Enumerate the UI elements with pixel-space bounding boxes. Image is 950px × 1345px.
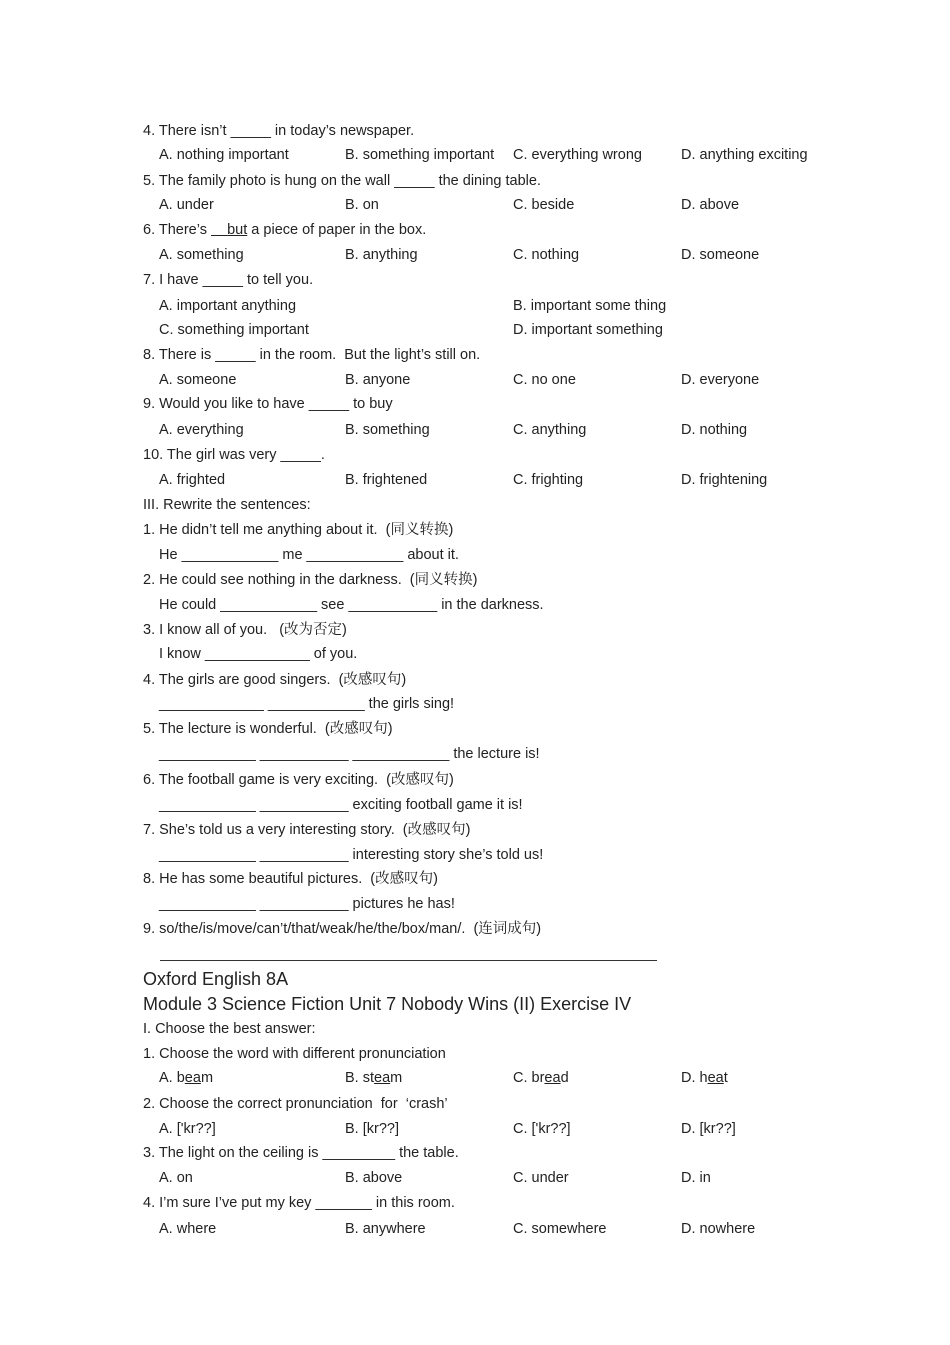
q5-option-b: B. on <box>345 197 379 213</box>
module-title: Oxford English 8A <box>143 969 289 989</box>
s2-q1-d-post: t <box>723 1070 728 1086</box>
q6-option-b: B. anything <box>345 247 418 263</box>
s2-q4-option-d: D. nowhere <box>681 1221 756 1237</box>
question-9-stem: 9. Would you like to have _____ to buy <box>143 396 393 412</box>
question-5-stem: 5. The family photo is hung on the wall _____ the dining table. <box>143 173 541 189</box>
q6-option-a: A. something <box>159 247 244 263</box>
rewrite-8-answer: ____________ ___________ pictures he has! <box>159 896 455 912</box>
s2-question-2-stem: 2. Choose the correct pronunciation for ‘crash’ <box>143 1096 448 1112</box>
q4-option-c: C. everything wrong <box>513 147 642 163</box>
s2-q3-option-c: C. under <box>513 1170 569 1186</box>
q10-option-d: D. frightening <box>681 472 768 488</box>
q8-option-b: B. anyone <box>345 372 411 388</box>
question-8-stem: 8. There is _____ in the room. But the light’s still on. <box>143 347 481 363</box>
q7-option-b: B. important some thing <box>513 298 667 314</box>
q5-option-d: D. above <box>681 197 740 213</box>
rewrite-9-question: 9. so/the/is/move/can’t/that/weak/he/the/box/man/. (连词成句) <box>143 921 542 937</box>
rewrite-1-question: 1. He didn’t tell me anything about it. (同义转换) <box>143 522 454 538</box>
q4-option-d: D. anything exciting <box>681 147 808 163</box>
s2-q1-c-post: d <box>560 1070 569 1086</box>
s2-q2-option-c: C. ['kr??] <box>513 1121 571 1137</box>
s2-q1-b-post: m <box>390 1070 403 1086</box>
rewrite-5-answer: ____________ ___________ ____________ the lecture is! <box>159 746 540 762</box>
q10-option-b: B. frightened <box>345 472 428 488</box>
s2-q1-b-underlined: ea <box>374 1070 391 1086</box>
q8-option-c: C. no one <box>513 372 576 388</box>
rewrite-3-answer: I know _____________ of you. <box>159 646 358 662</box>
q6-stem-end: a piece of paper in the box. <box>247 222 427 238</box>
question-7-stem: 7. I have _____ to tell you. <box>143 272 314 288</box>
module-subtitle: Module 3 Science Fiction Unit 7 Nobody Wins (II) Exercise IV <box>143 994 632 1014</box>
s2-q3-option-d: D. in <box>681 1170 711 1186</box>
s2-q1-option-a <box>159 1069 213 1087</box>
q6-option-d: D. someone <box>681 247 760 263</box>
q10-option-a: A. frighted <box>159 472 226 488</box>
q6-underlined-word: but <box>227 222 248 238</box>
s2-q4-option-a: A. where <box>159 1221 217 1237</box>
s2-q1-a-pre: A. b <box>159 1070 185 1086</box>
q5-option-c: C. beside <box>513 197 575 213</box>
q8-option-d: D. everyone <box>681 372 760 388</box>
rewrite-4-question: 4. The girls are good singers. (改感叹句) <box>143 672 407 688</box>
question-10-stem: 10. The girl was very _____. <box>143 447 325 463</box>
q4-option-b: B. something important <box>345 147 495 163</box>
q7-option-c: C. something important <box>159 322 309 338</box>
s2-q1-c-pre: C. br <box>513 1070 545 1086</box>
rewrite-9-answer-line <box>160 960 657 961</box>
s2-q2-option-a: A. ['kr??] <box>159 1121 216 1137</box>
s2-question-3-stem: 3. The light on the ceiling is _________ the table. <box>143 1145 459 1161</box>
s2-question-4-stem: 4. I’m sure I’ve put my key _______ in this room. <box>143 1195 455 1211</box>
q6-stem-start: 6. There’s <box>143 222 211 238</box>
s2-q1-b-pre: B. st <box>345 1070 375 1086</box>
q6-option-c: C. nothing <box>513 247 580 263</box>
question-6-stem <box>143 221 426 239</box>
q6-stem-underlined <box>211 222 247 238</box>
s2-q1-option-c <box>513 1069 569 1087</box>
rewrite-6-question: 6. The football game is very exciting. (改感叹句) <box>143 772 454 788</box>
s2-q3-option-a: A. on <box>159 1170 193 1186</box>
q9-option-a: A. everything <box>159 422 244 438</box>
s2-q1-option-b <box>345 1069 402 1087</box>
q10-option-c: C. frighting <box>513 472 584 488</box>
rewrite-5-question: 5. The lecture is wonderful. (改感叹句) <box>143 721 393 737</box>
rewrite-6-answer: ____________ ___________ exciting football game it is! <box>159 797 523 813</box>
q8-option-a: A. someone <box>159 372 237 388</box>
rewrite-2-question: 2. He could see nothing in the darkness. (同义转换) <box>143 572 478 588</box>
s2-q1-a-underlined: ea <box>184 1070 201 1086</box>
rewrite-7-question: 7. She’s told us a very interesting story. (改感叹句) <box>143 822 471 838</box>
s2-q1-a-post: m <box>200 1070 214 1086</box>
rewrite-4-answer: _____________ ____________ the girls sing! <box>159 696 455 712</box>
rewrite-7-answer: ____________ ___________ interesting story she’s told us! <box>159 847 544 863</box>
rewrite-8-question: 8. He has some beautiful pictures. (改感叹句) <box>143 871 438 887</box>
rewrite-2-answer: He could ____________ see ___________ in the darkness. <box>159 597 544 613</box>
s2-q4-option-c: C. somewhere <box>513 1221 607 1237</box>
s2-q3-option-b: B. above <box>345 1170 403 1186</box>
q4-option-a: A. nothing important <box>159 147 289 163</box>
s2-q4-option-b: B. anywhere <box>345 1221 426 1237</box>
s2-question-1-stem: 1. Choose the word with different pronunciation <box>143 1046 446 1062</box>
rewrite-heading: III. Rewrite the sentences: <box>143 497 311 513</box>
s2-q1-d-underlined: ea <box>707 1070 724 1086</box>
q7-option-d: D. important something <box>513 322 663 338</box>
rewrite-3-question: 3. I know all of you. (改为否定) <box>143 622 347 638</box>
s2-q1-c-underlined: ea <box>544 1070 561 1086</box>
s2-q2-option-d: D. [kr??] <box>681 1121 736 1137</box>
section-heading: I. Choose the best answer: <box>143 1021 316 1037</box>
s2-q1-option-d <box>681 1069 728 1087</box>
q9-option-b: B. something <box>345 422 430 438</box>
q7-option-a: A. important anything <box>159 298 297 314</box>
q5-option-a: A. under <box>159 197 214 213</box>
s2-q2-option-b: B. [kr??] <box>345 1121 399 1137</box>
q9-option-d: D. nothing <box>681 422 748 438</box>
rewrite-1-answer: He ____________ me ____________ about it. <box>159 547 459 563</box>
q9-option-c: C. anything <box>513 422 587 438</box>
question-4-stem: 4. There isn’t _____ in today’s newspaper. <box>143 123 415 139</box>
s2-q1-d-pre: D. h <box>681 1070 708 1086</box>
